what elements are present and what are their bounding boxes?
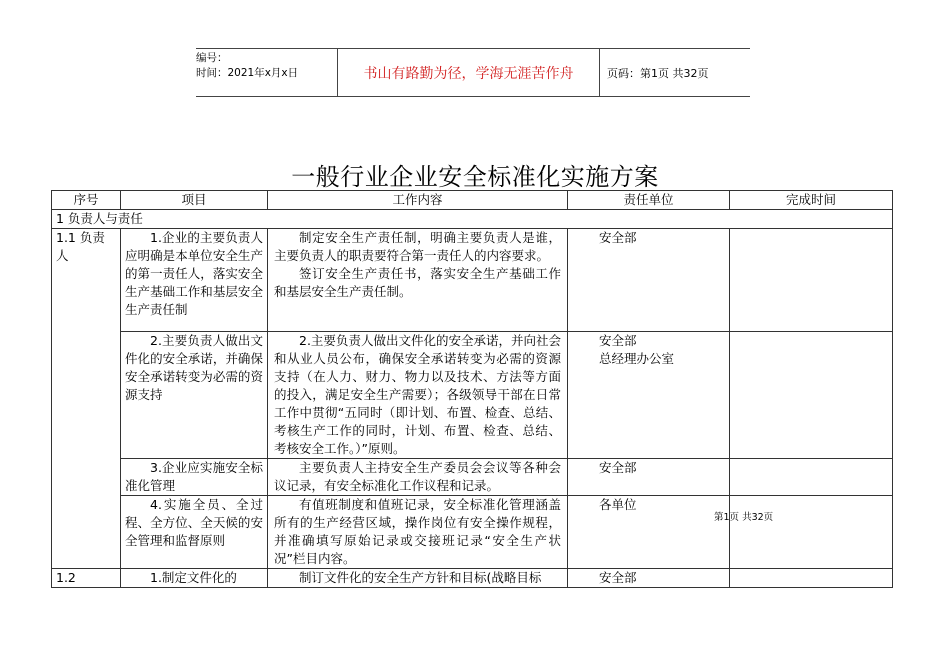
plan-table bbox=[51, 190, 893, 588]
unit-cell: 各单位 bbox=[568, 496, 730, 569]
time-cell bbox=[730, 332, 893, 459]
header-number-label: 编号： bbox=[196, 52, 228, 64]
table-header-row bbox=[52, 191, 893, 210]
item-cell: 4.实施全员、全过程、全方位、全天候的安全管理和监督原则 bbox=[121, 496, 268, 569]
unit-cell: 安全部 bbox=[568, 569, 730, 588]
item-cell: 1.企业的主要负责人应明确是本单位安全生产的第一责任人，落实安全生产基础工作和基层安全生产责任制 bbox=[121, 229, 268, 332]
content-paragraph: 签订安全生产责任书，落实安全生产基础工作和基层安全生产责任制。 bbox=[274, 266, 561, 299]
content-cell: 主要负责人主持安全生产委员会会议等各种会议记录，有安全标准化工作议程和记录。 bbox=[268, 459, 568, 496]
time-cell bbox=[730, 459, 893, 496]
table-row bbox=[52, 332, 893, 459]
column-header-content: 工作内容 bbox=[268, 191, 568, 210]
content-cell bbox=[268, 229, 568, 332]
page-header bbox=[196, 48, 750, 97]
unit-line: 安全部 bbox=[599, 333, 637, 348]
table-row bbox=[52, 459, 893, 496]
unit-cell: 安全部 bbox=[568, 459, 730, 496]
unit-cell: 安全部 bbox=[568, 229, 730, 332]
seq-cell: 1.1 负责人 bbox=[52, 229, 121, 569]
section-row bbox=[52, 210, 893, 229]
header-slogan: 书山有路勤为径，学海无涯苦作舟 bbox=[337, 49, 600, 96]
table-row bbox=[52, 496, 893, 569]
header-meta bbox=[196, 49, 337, 96]
table-row bbox=[52, 229, 893, 332]
unit-cell bbox=[568, 332, 730, 459]
column-header-item: 项目 bbox=[121, 191, 268, 210]
item-cell: 2.主要负责人做出文件化的安全承诺，并确保安全承诺转变为必需的资源支持 bbox=[121, 332, 268, 459]
content-cell: 2.主要负责人做出文件化的安全承诺，并向社会和从业人员公布，确保安全承诺转变为必需的资源支持（在人力、财力、物力以及技术、方法等方面的投入，满足安全生产需要）；各级领导干部在日常工作中贯彻“五同时（即计划、布置、检查、总结、考核生产工作的同时，计划、布置、检查、总结、考核安全工作。）”原则。 bbox=[268, 332, 568, 459]
page-number-note: 第1页 共32页 bbox=[714, 512, 774, 523]
table-row bbox=[52, 569, 893, 588]
column-header-seq: 序号 bbox=[52, 191, 121, 210]
item-cell: 3.企业应实施安全标准化管理 bbox=[121, 459, 268, 496]
content-cell: 有值班制度和值班记录，安全标准化管理涵盖所有的生产经营区域，操作岗位有安全操作规程，并准确填写原始记录或交接班记录“安全生产状况”栏目内容。 bbox=[268, 496, 568, 569]
column-header-unit: 责任单位 bbox=[568, 191, 730, 210]
document-title: 一般行业企业安全标准化实施方案 bbox=[291, 163, 659, 191]
time-cell bbox=[730, 569, 893, 588]
item-cell: 1.制定文件化的 bbox=[121, 569, 268, 588]
content-cell: 制订文件化的安全生产方针和目标(战略目标 bbox=[268, 569, 568, 588]
section-title: 1 负责人与责任 bbox=[52, 210, 893, 229]
header-time-label: 时间：2021年x月x日 bbox=[196, 67, 299, 79]
unit-line: 总经理办公室 bbox=[599, 351, 675, 366]
time-cell bbox=[730, 496, 893, 569]
seq-cell: 1.2 bbox=[52, 569, 121, 588]
column-header-time: 完成时间 bbox=[730, 191, 893, 210]
time-cell bbox=[730, 229, 893, 332]
header-page-info: 页码：第1页 共32页 bbox=[607, 66, 709, 80]
content-paragraph: 制定安全生产责任制，明确主要负责人是谁，主要负责人的职责要符合第一责任人的内容要求。 bbox=[274, 230, 561, 263]
